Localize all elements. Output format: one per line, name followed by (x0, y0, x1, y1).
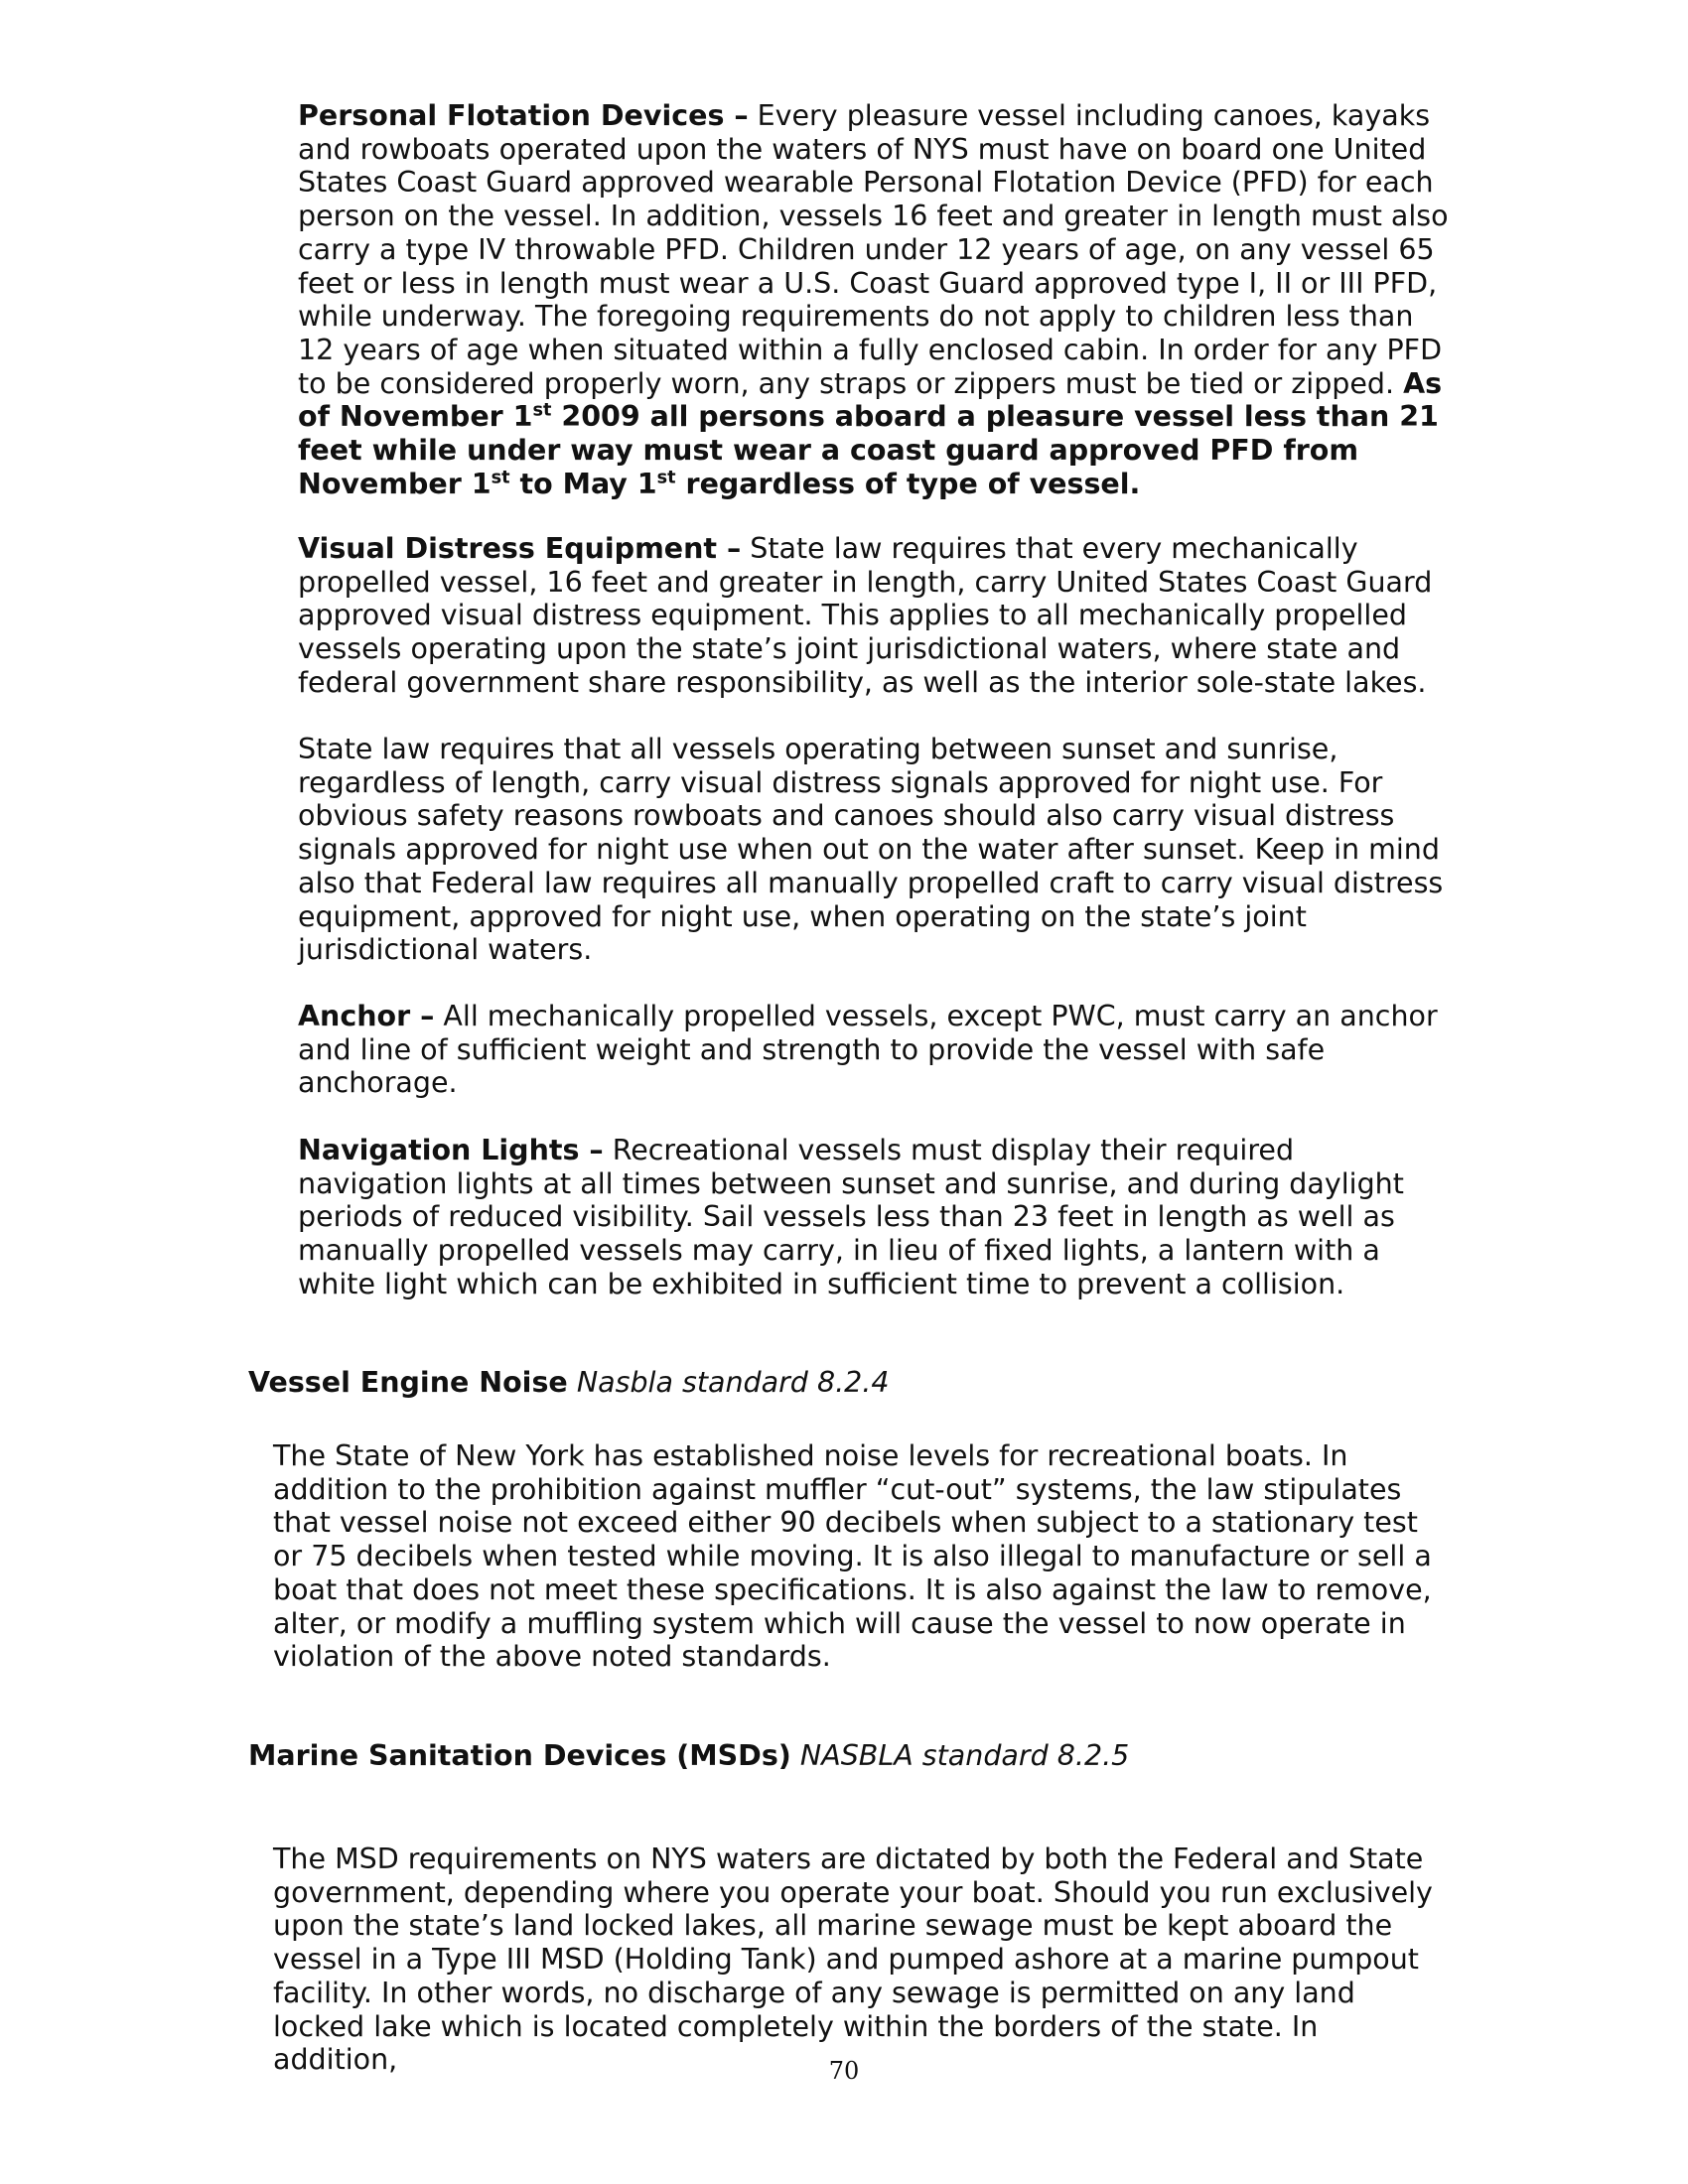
engine-noise-body: The State of New York has established noise levels for recreational boats. In addition to the prohibition against muffler “cut-out” systems, the law stipulates that vessel noise not exceed either 90 decibels when subject to a stationary test or 75 decibels when tested while moving. It is also illegal to manufacture or sell a boat that does not meet these specifications. It is also against the law to remove, alter, or modify a muffling system which will cause the vessel to now operate in violation of the above noted standards. (273, 1439, 1432, 1674)
engine-noise-heading-text: Vessel Engine Noise (248, 1366, 568, 1399)
pfd-title: Personal Flotation Devices – (298, 99, 749, 132)
pfd-paragraph (298, 99, 1450, 500)
msd-paragraph (273, 1843, 1440, 2077)
engine-noise-paragraph (273, 1439, 1440, 1674)
anchor-body: All mechanically propelled vessels, except PWC, must carry an anchor and line of sufficient weight and strength to provide the vessel with safe anchorage. (298, 1000, 1438, 1100)
night-signals-body: State law requires that all vessels operating between sunset and sunrise, regardless of length, carry visual distress signals approved for night use. For obvious safety reasons rowboats and canoes should also carry visual distress signals approved for night use when out on the water after sunset. Keep in mind also that Federal law requires all manually propelled craft to carry visual distress equipment, approved for night use, when operating on the state’s joint jurisdictional waters. (298, 733, 1444, 967)
nav-lights-body: Recreational vessels must display their required navigation lights at all times between sunset and sunrise, and during daylight periods of reduced visibility. Sail vessels less than 23 feet in length as well as manually propelled vessels may carry, in lieu of fixed lights, a lantern with a white light which can be exhibited in sufficient time to prevent a collision. (298, 1134, 1404, 1300)
visual-distress-body: State law requires that every mechanically propelled vessel, 16 feet and greater in length, carry United States Coast Guard approved visual distress equipment. This applies to all mechanically propelled vessels operating upon the state’s joint jurisdictional waters, where state and federal government share responsibility, as well as the interior sole-state lakes. (298, 532, 1433, 699)
night-signals-paragraph (298, 733, 1450, 967)
visual-distress-title: Visual Distress Equipment – (298, 532, 742, 565)
engine-noise-standard: Nasbla standard 8.2.4 (576, 1366, 890, 1399)
msd-body: The MSD requirements on NYS waters are dictated by both the Federal and State government, depending where you operate your boat. Should you run exclusively upon the state’s land locked lakes, all marine sewage must be kept aboard the vessel in a Type III MSD (Holding Tank) and pumped ashore at a marine pumpout facility. In other words, no discharge of any sewage is permitted on any land locked lake which is located completely within the borders of the state. In addition, (273, 1843, 1433, 2077)
msd-heading-text: Marine Sanitation Devices (MSDs) (248, 1739, 791, 1772)
visual-distress-paragraph (298, 532, 1450, 700)
page-number: 70 (828, 2057, 860, 2085)
msd-standard: NASBLA standard 8.2.5 (799, 1739, 1130, 1772)
anchor-title: Anchor – (298, 1000, 435, 1032)
engine-noise-heading (248, 1366, 889, 1400)
pfd-body: Every pleasure vessel including canoes, kayaks and rowboats operated upon the waters of NYS must have on board one United States Coast Guard approved wearable Personal Flotation Device (PFD) for each person on the vessel. In addition, vessels 16 feet and greater in length must also carry a type IV throwable PFD. Children under 12 years of age, on any vessel 65 feet or less in length must wear a U.S. Coast Guard approved type I, II or III PFD, while underway. The foregoing requirements do not apply to children less than 12 years of age when situated within a fully enclosed cabin. In order for any PFD to be considered properly worn, any straps or zippers must be tied or zipped. (298, 99, 1449, 400)
nav-lights-paragraph (298, 1134, 1450, 1301)
anchor-paragraph (298, 1000, 1450, 1100)
msd-heading (248, 1739, 1129, 1773)
pfd-bold-notice: As of November 1st 2009 all persons aboard a pleasure vessel less than 21 feet while under way must wear a coast guard approved PFD from November 1st to May 1st regardless of type of vessel. (298, 366, 1443, 500)
nav-lights-title: Navigation Lights – (298, 1134, 604, 1166)
